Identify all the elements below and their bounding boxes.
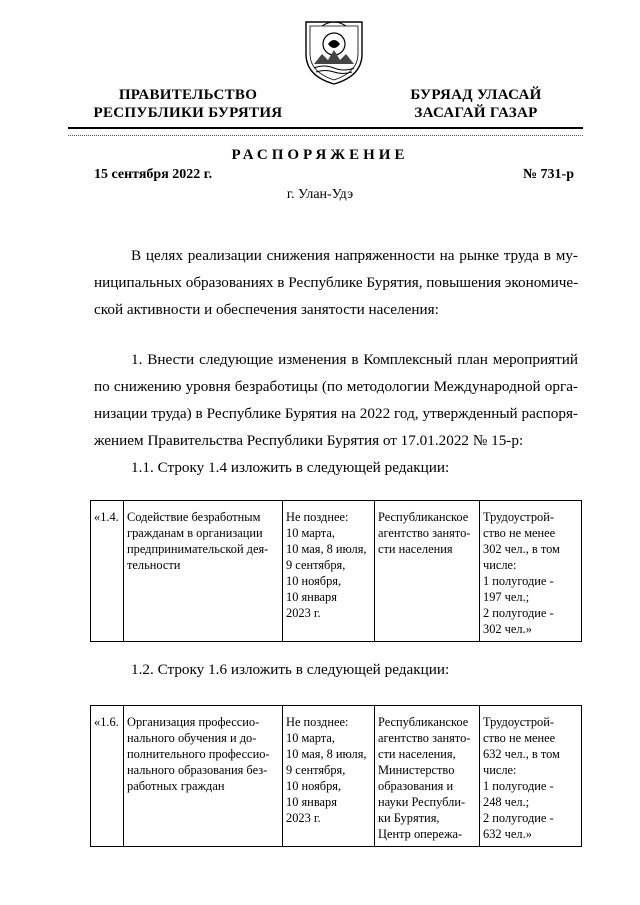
document-title: РАСПОРЯЖЕНИЕ (231, 147, 409, 163)
deadline-cell: Не позднее: 10 марта, 10 мая, 8 июля, 9 сентября, 10 ноября, 10 января 2023 г. (283, 501, 375, 642)
row-1-4-table (90, 500, 582, 642)
activity-cell: Содействие безработным гражданам в организации предпринимательской дея- тельности (124, 501, 283, 642)
coat-of-arms-emblem (300, 14, 368, 86)
text-line: ниципальных образованиях в Республике Бурятия, повышения экономиче- (94, 274, 579, 291)
header-left-line2: РЕСПУБЛИКИ БУРЯТИЯ (93, 105, 283, 121)
deadline-cell: Не позднее: 10 марта, 10 мая, 8 июля, 9 сентября, 10 ноября, 10 января 2023 г. (283, 706, 375, 847)
row-number-cell: «1.4. (91, 501, 124, 642)
document-city: г. Улан-Удэ (286, 187, 354, 202)
text-line: 1.1. Строку 1.4 изложить в следующей редакции: (131, 459, 450, 476)
table-row (91, 501, 582, 642)
item-1-paragraph (94, 346, 578, 454)
row-number-cell: «1.6. (91, 706, 124, 847)
responsible-cell: Республиканское агентство занято- сти населения, Министерство образования и науки Республи- ки Бурятия, Центр опережа- (375, 706, 480, 847)
header-left-line1: ПРАВИТЕЛЬСТВО (118, 87, 258, 103)
document-number: № 731-р (522, 167, 574, 182)
header-dotted-divider (68, 135, 583, 136)
table-row (91, 706, 582, 847)
row-1-6-table (90, 705, 582, 847)
header-right-line1: БУРЯАД УЛАСАЙ (410, 87, 542, 103)
text-line: 1.2. Строку 1.6 изложить в следующей редакции: (131, 661, 450, 678)
item-1-2-paragraph (94, 656, 578, 683)
result-cell: Трудоустрой- ство не менее 632 чел., в том числе: 1 полугодие - 248 чел.; 2 полугодие - 632 чел.» (480, 706, 582, 847)
text-line: 1. Внести следующие изменения в Комплексный план мероприятий (131, 351, 578, 368)
item-1-1-paragraph (94, 454, 578, 481)
header-right (360, 86, 592, 122)
result-cell: Трудоустрой- ство не менее 302 чел., в том числе: 1 полугодие - 197 чел.; 2 полугодие - 302 чел.» (480, 501, 582, 642)
text-line: жением Правительства Республики Бурятия от 17.01.2022 № 15-р: (94, 432, 524, 449)
document-date: 15 сентября 2022 г. (94, 167, 213, 182)
responsible-cell: Республиканское агентство занято- сти населения (375, 501, 480, 642)
header-right-line2: ЗАСАГАЙ ГАЗАР (414, 105, 538, 121)
text-line: низации труда) в Республике Бурятия на 2022 год, утвержденный распоря- (94, 405, 578, 422)
text-line: ской активности и обеспечения занятости населения: (94, 301, 439, 318)
text-line: В целях реализации снижения напряженности на рынке труда в му- (131, 247, 578, 264)
header-divider (68, 127, 583, 129)
header-left (72, 86, 304, 122)
preamble-paragraph (94, 242, 578, 323)
activity-cell: Организация профессио- нального обучения и до- полнительного профессио- нального образования без- работных граждан (124, 706, 283, 847)
text-line: по снижению уровня безработицы (по методологии Международной орга- (94, 378, 578, 395)
